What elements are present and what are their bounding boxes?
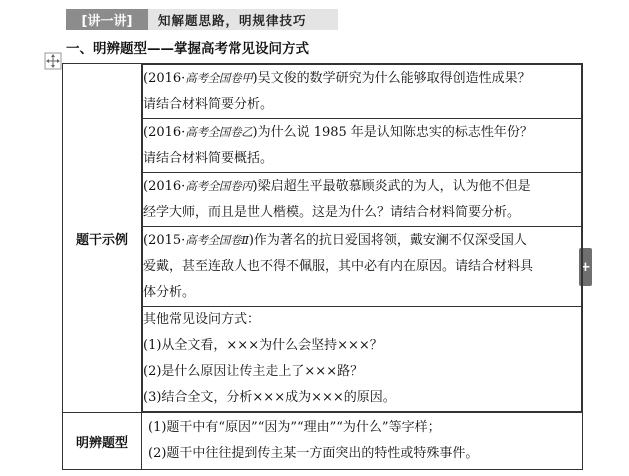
source-label: 高考全国卷丙 — [185, 179, 253, 193]
examples-label: 题干示例 — [63, 64, 142, 413]
section-title: 一、明辨题型——掌握高考常见设问方式 — [66, 41, 309, 57]
banner-tag: [讲一讲] — [66, 9, 148, 30]
question-type-table — [62, 63, 583, 470]
banner-subtitle: 知解题思路，明规律技巧 — [148, 9, 338, 30]
example-item: (2015·高考全国卷Ⅱ)作为著名的抗日爱国将领，戴安澜不仅深受国人 爱戴，甚至连敌人也不得不佩服，其中必有内在原因。请结合材料具 体分析。 — [143, 227, 582, 307]
identify-item: (2)题干中往往提到传主某一方面突出的特性或特殊事件。 — [148, 446, 479, 461]
example-item: (2016·高考全国卷甲)吴文俊的数学研究为什么能够取得创造性成果？ 请结合材料简要分析。 — [143, 65, 582, 119]
move-handle-icon[interactable] — [44, 52, 62, 70]
other-item: (1)从全文看，×××为什么会坚持×××？ — [143, 338, 383, 353]
example-item: (2016·高考全国卷乙)为什么说 1985 年是认知陈忠实的标志性年份？ 请结合材料简要概括。 — [143, 119, 582, 173]
identify-item: (1)题干中有“原因”“因为”“理由”“为什么”等字样； — [148, 420, 441, 435]
source-label: 高考全国卷甲 — [185, 71, 253, 85]
side-expand-button[interactable]: + — [579, 248, 592, 286]
other-item: (3)结合全文，分析×××成为×××的原因。 — [143, 390, 396, 405]
identify-label: 明辨题型 — [63, 413, 142, 470]
other-heading: 其他常见设问方式： — [143, 312, 261, 327]
example-item: (2016·高考全国卷丙)梁启超生平最敬慕顾炎武的为人，认为他不但是 经学大师，而且是世人楷模。这是为什么？请结合材料简要分析。 — [143, 173, 582, 227]
examples-cell — [142, 64, 583, 413]
other-methods — [143, 307, 582, 412]
source-label: 高考全国卷乙 — [185, 125, 253, 139]
identify-cell — [142, 413, 583, 470]
other-item: (2)是什么原因让传主走上了×××路？ — [143, 364, 364, 379]
lesson-banner — [66, 9, 338, 30]
source-label: 高考全国卷Ⅱ — [185, 233, 249, 247]
